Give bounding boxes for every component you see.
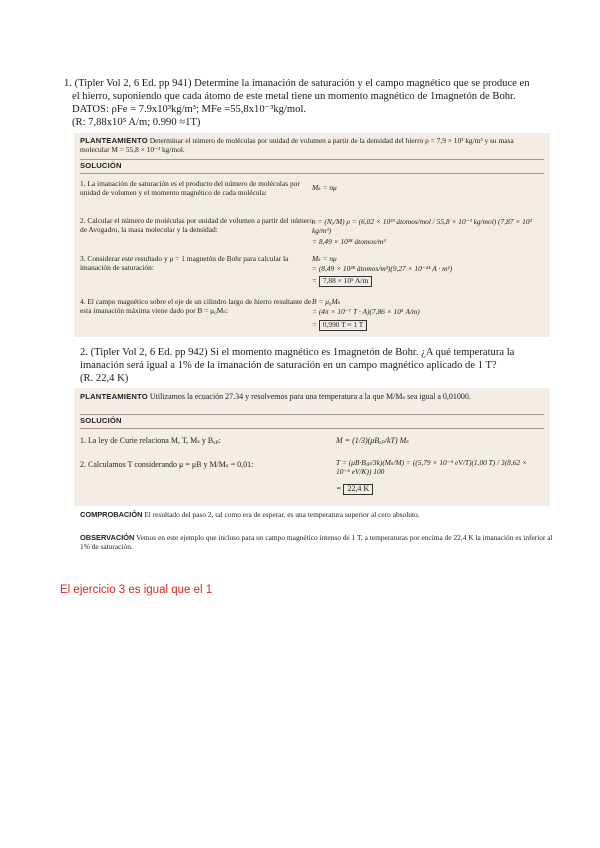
panel-2-plan-heading: PLANTEAMIENTO: [80, 392, 148, 401]
panel-2-step-2-boxed-result: 22,4 K: [343, 484, 373, 495]
exercise-1-line-2: el hierro, suponiendo que cada átomo de este metal tiene un momento magnético de 1magnetón de Bohr.: [72, 91, 516, 102]
panel-2-planteamiento: [74, 388, 550, 414]
panel-2-divider-2: [80, 428, 544, 429]
panel-1-planteamiento: [74, 133, 550, 159]
panel-1-divider-2: [80, 173, 544, 174]
panel-1-step-4-calc: = (4π × 10⁻⁷ T · A)(7,86 × 10⁵ A/m): [312, 307, 420, 316]
panel-2-step-2-eq: T = (μB·Bₐₚ/3k)(Mₛ/M) = ((5,79 × 10⁻⁵ eV/T)(1,00 T) / 3(8,62 × 10⁻⁵ eV/K)) 100: [336, 458, 527, 476]
panel-1-step-2-eq: n = (Nₐ/M) ρ = (6,02 × 10²³ átomos/mol / 55,8 × 10⁻³ kg/mol) (7,87 × 10³ kg/m³): [312, 217, 532, 235]
exercise-2-line-1: 2. (Tipler Vol 2, 6 Ed. pp 942) Si el momento magnético es 1magnetón de Bohr. ¿A qué temperatura la: [80, 347, 515, 358]
exercise-1-statement: [64, 77, 544, 129]
observation-text: Vemos en este ejemplo que incluso para un campo magnético intenso de 1 T, a temperaturas por encima de 22,4 K la imanación es inferior al 1% de saturación.: [80, 533, 553, 551]
panel-1-step-3: 3. Considerar este resultado y μ = 1 magnetón de Bohr para calcular la imanación de saturación:: [80, 254, 289, 272]
panel-1-step-4-boxed-result: 0,990 T ≈ 1 T: [319, 320, 367, 331]
exercise-2-statement: [80, 346, 550, 385]
panel-1-step-2-result: = 8,49 × 10²⁸ átomos/m³: [312, 237, 386, 246]
panel-1-plan-heading: PLANTEAMIENTO: [80, 136, 148, 145]
comprobacion-text: El resultado del paso 2, tal como era de esperar, es una temperatura superior al cero absoluto.: [144, 510, 420, 519]
panel-1-step-3-boxed-result: 7,88 × 10⁵ A/m: [319, 276, 372, 287]
exercise-2-line-2: imanación será igual a 1% de la imanación de saturación en un campo magnético aplicado de 1 T?: [80, 360, 497, 371]
panel-2-sol-heading: SOLUCIÓN: [80, 416, 122, 425]
panel-2-plan-text: Utilizamos la ecuación 27.34 y resolvemos para una temperatura a la que M/Mₛ sea igual a 0,01000.: [149, 392, 471, 401]
panel-1-step-4-eq: B = μ₀Mₛ: [312, 297, 341, 306]
panel-1-step-3-eq: Mₛ = nμ: [312, 254, 337, 263]
exercise-2-answer: (R. 22,4 K): [80, 373, 129, 384]
solution-panel-1: PLANTEAMIENTO Determinar el número de moléculas por unidad de volumen a partir de la densidad del hierro ρ = 7,9 × 10³ kg/m³ y su masa molecular M = 55,8 × 10⁻³ kg/mol. SOLUCIÓN 1. La imanación de saturación es el producto del número de moléculas por unidad de volumen y el momento magnético de cada molécula: Mₛ = nμ 2. Calcular el número de moléculas por unidad de volumen a partir del número de Avogadro, la masa molecular y la densidad: n = (Nₐ/M) ρ = (6,02 × 10²³ átomos/mol / 55,8 × 10⁻³ kg/mol) (7,87 × 10³ kg/m³) = 8,49 × 10²⁸ átomos/m³ 3. Considerar este resultado y μ = 1 magnetón de Bohr para calcular la imanación de saturación: Mₛ = nμ = (8,49 × 10²⁸ átomos/m³)(9,27 × 10⁻²⁴ A · m²) = 7,88 × 10⁵ A/m 4. El campo magnético sobre el eje de un cilindro largo de hierro resultante de esta imanación máxima viene dado por B = μ₀Mₛ: B = μ₀Mₛ = (4π × 10⁻⁷ T · A)(7,86 × 10⁵ A/m) = 0,990 T ≈ 1 T: [74, 133, 550, 337]
panel-1-step-3-calc: = (8,49 × 10²⁸ átomos/m³)(9,27 × 10⁻²⁴ A · m²): [312, 264, 453, 273]
panel-2-step-1: 1. La ley de Curie relaciona M, T, Mₛ y Bₐₚ:: [80, 436, 221, 445]
observation-heading: OBSERVACIÓN: [80, 533, 135, 542]
exercise-1-line-1: 1. (Tipler Vol 2, 6 Ed. pp 941) Determine la imanación de saturación y el campo magnético que se produce en: [64, 78, 530, 89]
panel-1-step-1-eq: Mₛ = nμ: [312, 183, 337, 192]
panel-1-plan-text: Determinar el número de moléculas por unidad de volumen a partir de la densidad del hierro ρ = 7,9 × 10³ kg/m³ y su masa molecular M = 55,8 × 10⁻³ kg/mol.: [80, 136, 514, 154]
exercise-3-note: El ejercicio 3 es igual que el 1: [60, 584, 213, 596]
exercise-1-data: DATOS: ρFe = 7.9x10³kg/m³; MFe =55,8x10⁻³kg/mol.: [72, 104, 307, 115]
panel-2-step-1-eq: M = (1/3)(μBₐₚ/kT) Mₛ: [336, 436, 409, 445]
panel-1-sol-heading: SOLUCIÓN: [80, 161, 122, 170]
panel-2-comprobacion: [74, 508, 562, 521]
panel-1-step-4: 4. El campo magnético sobre el eje de un cilindro largo de hierro resultante de esta imanación máxima viene dado por B = μ₀Mₛ:: [80, 297, 312, 315]
solution-panel-2: PLANTEAMIENTO Utilizamos la ecuación 27.34 y resolvemos para una temperatura a la que M/Mₛ sea igual a 0,01000. SOLUCIÓN 1. La ley de Curie relaciona M, T, Mₛ y Bₐₚ: M = (1/3)(μBₐₚ/kT) Mₛ 2. Calculamos T considerando μ = μB y M/Mₛ = 0,01: T = (μB·Bₐₚ/3k)(Mₛ/M) = ((5,79 × 10⁻⁵ eV/T)(1,00 T) / 3(8,62 × 10⁻⁵ eV/K)) 100 = 22,4 K: [74, 388, 550, 506]
panel-1-step-1: 1. La imanación de saturación es el producto del número de moléculas por unidad de volumen y el momento magnético de cada molécula:: [80, 179, 300, 197]
panel-2-step-2: 2. Calculamos T considerando μ = μB y M/Mₛ = 0,01:: [80, 460, 254, 469]
observation-block: [74, 531, 562, 553]
panel-1-step-2: 2. Calcular el número de moléculas por unidad de volumen a partir del número de Avogadro, la masa molecular y la densidad:: [80, 216, 314, 234]
exercise-1-answer: (R: 7,88x10⁵ A/m; 0.990 ≈1T): [72, 117, 201, 128]
comprobacion-heading: COMPROBACIÓN: [80, 510, 143, 519]
